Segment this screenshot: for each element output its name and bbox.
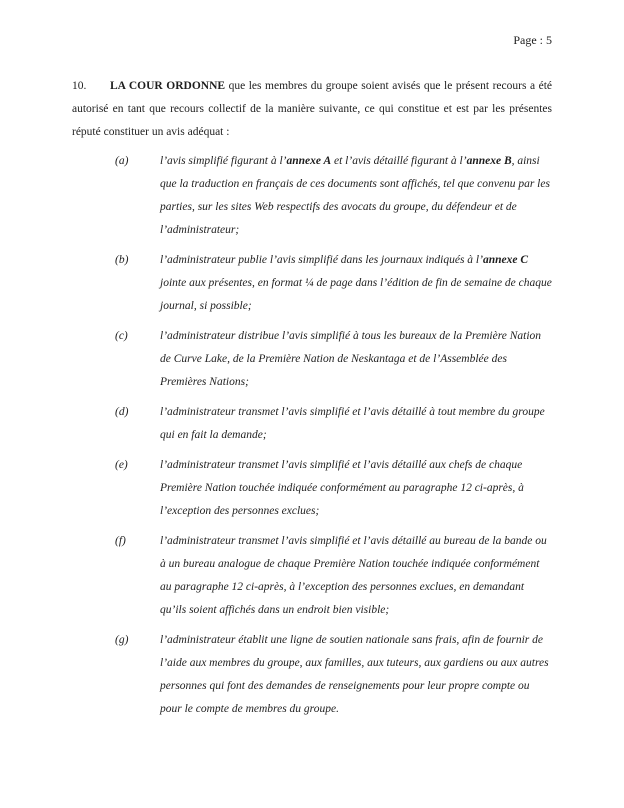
order-item	[72, 401, 552, 447]
item-text-segment: l’administrateur transmet l’avis simplifié et l’avis détaillé à tout membre du groupe qui en fait la demande;	[160, 406, 545, 441]
item-text-segment: l’administrateur établit une ligne de soutien nationale sans frais, afin de fournir de l’aide aux membres du groupe, aux familles, aux tuteurs, aux gardiens ou aux autres personnes qui font des demandes de renseignements pour leur propre compte ou pour le compte de membres du groupe.	[160, 634, 549, 715]
order-item	[72, 325, 552, 394]
paragraph-number: 10.	[72, 80, 87, 92]
item-text-bold-segment: annexe C	[482, 254, 528, 266]
item-text-segment: l’administrateur transmet l’avis simplifié et l’avis détaillé au bureau de la bande ou à un bureau analogue de chaque Première Nation touchée indiquée conformément au paragraphe 12 ci-après, à l’exception des personnes exclues, en demandant qu’ils soient affichés dans un endroit bien visible;	[160, 535, 547, 616]
item-text	[160, 454, 552, 523]
item-text-segment: l’administrateur transmet l’avis simplifié et l’avis détaillé aux chefs de chaque Première Nation touchée indiquée conformément au paragraphe 12 ci-après, à l’exception des personnes exclues;	[160, 459, 524, 517]
item-text-segment: l’administrateur publie l’avis simplifié dans les journaux indiqués à l’	[160, 254, 483, 266]
item-label: (b)	[115, 254, 129, 266]
item-text	[160, 530, 552, 622]
paragraph-body-text: que les membres du groupe soient avisés que le présent recours a été autorisé en tant que recours collectif de la manière suivante, ce qui constitue et est par les présentes réputé constituer un avis adéquat :	[72, 80, 552, 138]
item-label: (c)	[115, 330, 128, 342]
item-label: (e)	[115, 459, 128, 471]
item-text	[160, 401, 552, 447]
order-paragraph	[72, 75, 552, 144]
item-text	[160, 325, 552, 394]
item-label: (f)	[115, 535, 126, 547]
paragraph-bold-lead: LA COUR ORDONNE	[110, 80, 226, 92]
order-item	[72, 249, 552, 318]
item-text	[160, 249, 552, 318]
order-items-list	[72, 150, 552, 721]
order-item	[72, 150, 552, 242]
item-text-segment: l’administrateur distribue l’avis simplifié à tous les bureaux de la Première Nation de Curve Lake, de la Première Nation de Neskantaga et de l’Assemblée des Premières Nations;	[160, 330, 542, 388]
item-text	[160, 150, 552, 242]
item-text-segment: et l’avis détaillé figurant à l’	[331, 155, 467, 167]
item-label: (g)	[115, 634, 129, 646]
item-text-bold-segment: annexe A	[286, 155, 332, 167]
item-text-bold-segment: annexe B	[466, 155, 512, 167]
order-item	[72, 530, 552, 622]
item-text	[160, 629, 552, 721]
item-label: (d)	[115, 406, 129, 418]
item-label: (a)	[115, 155, 129, 167]
order-item	[72, 454, 552, 523]
item-text-segment: jointe aux présentes, en format ¼ de page dans l’édition de fin de semaine de chaque journal, si possible;	[160, 277, 552, 312]
page-number-label: Page : 5	[513, 33, 552, 47]
item-text-segment: l’avis simplifié figurant à l’	[160, 155, 287, 167]
order-item	[72, 629, 552, 721]
item-text-segment: , ainsi que la traduction en français de ces documents sont affichés, tel que convenu par les parties, sur les sites Web respectifs des avocats du groupe, du défendeur et de l’administrateur;	[160, 155, 550, 236]
